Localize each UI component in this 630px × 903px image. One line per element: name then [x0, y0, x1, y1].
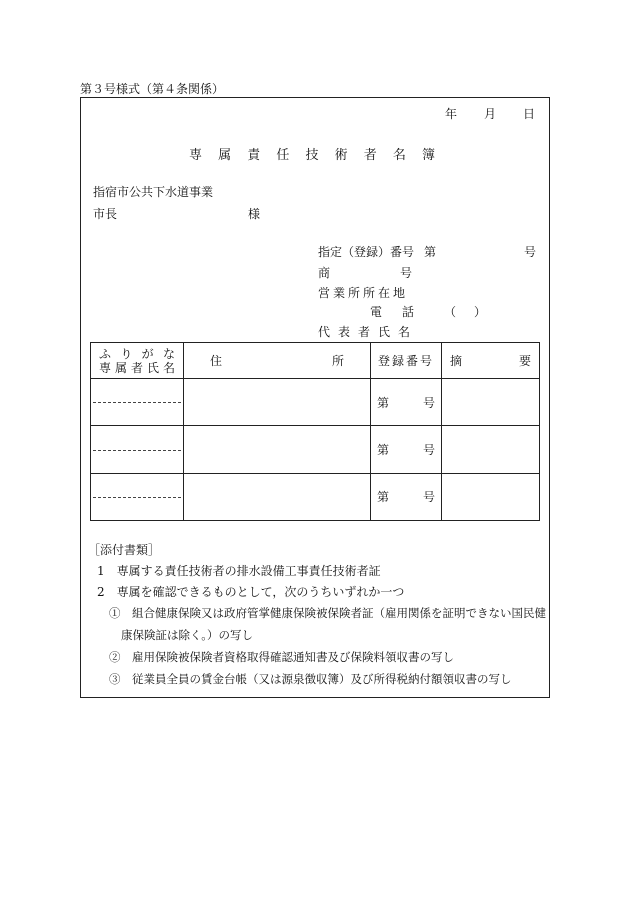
- office-address-label: 営業所所在地: [318, 286, 409, 300]
- table-row: [91, 379, 540, 426]
- header-remarks-cell: [442, 343, 540, 379]
- form-number: 第３号様式（第４条関係）: [80, 82, 225, 96]
- designation-label: 指定（登録）番号: [318, 245, 415, 259]
- kana-divider: [93, 402, 181, 403]
- reg-no-cell[interactable]: [371, 473, 442, 520]
- header-address-2: 所: [331, 354, 344, 369]
- designation-suffix: 号: [524, 245, 537, 259]
- header-remarks-1: 摘: [450, 354, 463, 369]
- name-cell[interactable]: [91, 426, 184, 473]
- remarks-cell[interactable]: [442, 473, 540, 520]
- table-header-row: [91, 343, 540, 379]
- addressee-honorific: 様: [248, 207, 261, 221]
- phone-label-2: 話: [402, 305, 415, 319]
- attachment-sub-1-line-1: ① 組合健康保険又は政府管掌健康保険被保険者証（雇用関係を証明できない国民健: [109, 606, 546, 620]
- remarks-cell[interactable]: [442, 426, 540, 473]
- addressee-org: 指宿市公共下水道事業: [93, 185, 214, 199]
- reg-suffix: 号: [422, 395, 435, 410]
- kana-divider: [93, 450, 181, 451]
- header-address-1: 住: [210, 354, 223, 369]
- header-name: 専 属 者 氏 名: [99, 360, 175, 375]
- reg-suffix: 号: [422, 490, 435, 505]
- remarks-cell[interactable]: [442, 379, 540, 426]
- attachment-sub-1-line-2: 康保険証は除く。）の写し: [121, 628, 254, 642]
- addressee-title: 市長: [93, 207, 118, 221]
- header-reg-no: 登録番号: [377, 354, 434, 369]
- reg-prefix: 第: [377, 490, 390, 505]
- trade-name-label-1: 商: [318, 266, 331, 280]
- representative-label: 代表者氏名: [318, 325, 419, 339]
- technician-table: [90, 342, 540, 521]
- reg-no-cell[interactable]: [371, 426, 442, 473]
- reg-prefix: 第: [377, 443, 390, 458]
- date-line: [445, 105, 535, 122]
- name-cell[interactable]: [91, 473, 184, 520]
- header-address-cell: [184, 343, 371, 379]
- header-name-cell: [91, 343, 184, 379]
- phone-label-1: 電: [370, 305, 383, 319]
- designation-prefix: 第: [424, 245, 437, 259]
- name-cell[interactable]: [91, 379, 184, 426]
- date-month: 月: [483, 107, 496, 121]
- header-kana: ふ り が な: [99, 346, 175, 361]
- table-row: [91, 473, 540, 520]
- document-title: 専 属 責 任 技 術 者 名 簿: [188, 148, 442, 163]
- reg-suffix: 号: [422, 443, 435, 458]
- date-day: 日: [522, 107, 535, 121]
- attachment-sub-3: ③ 従業員全員の賃金台帳（又は源泉徴収簿）及び所得税納付額領収書の写し: [109, 672, 512, 686]
- trade-name-label-2: 号: [400, 266, 413, 280]
- attachment-item-1: 1 専属する責任技術者の排水設備工事責任技術者証: [97, 564, 381, 578]
- header-remarks-2: 要: [518, 354, 531, 369]
- date-year: 年: [445, 107, 458, 121]
- reg-no-cell[interactable]: [371, 379, 442, 426]
- attachments-heading: ［添付書類］: [88, 543, 161, 557]
- address-cell[interactable]: [184, 426, 371, 473]
- phone-paren-close: ）: [474, 305, 487, 319]
- reg-prefix: 第: [377, 395, 390, 410]
- attachment-sub-2: ② 雇用保険被保険者資格取得確認通知書及び保険料領収書の写し: [109, 650, 454, 664]
- attachment-item-2: 2 専属を確認できるものとして，次のうちいずれか一つ: [97, 585, 405, 599]
- header-reg-cell: [371, 343, 442, 379]
- address-cell[interactable]: [184, 379, 371, 426]
- kana-divider: [93, 497, 181, 498]
- address-cell[interactable]: [184, 473, 371, 520]
- table-row: [91, 426, 540, 473]
- phone-paren-open: （: [444, 305, 457, 319]
